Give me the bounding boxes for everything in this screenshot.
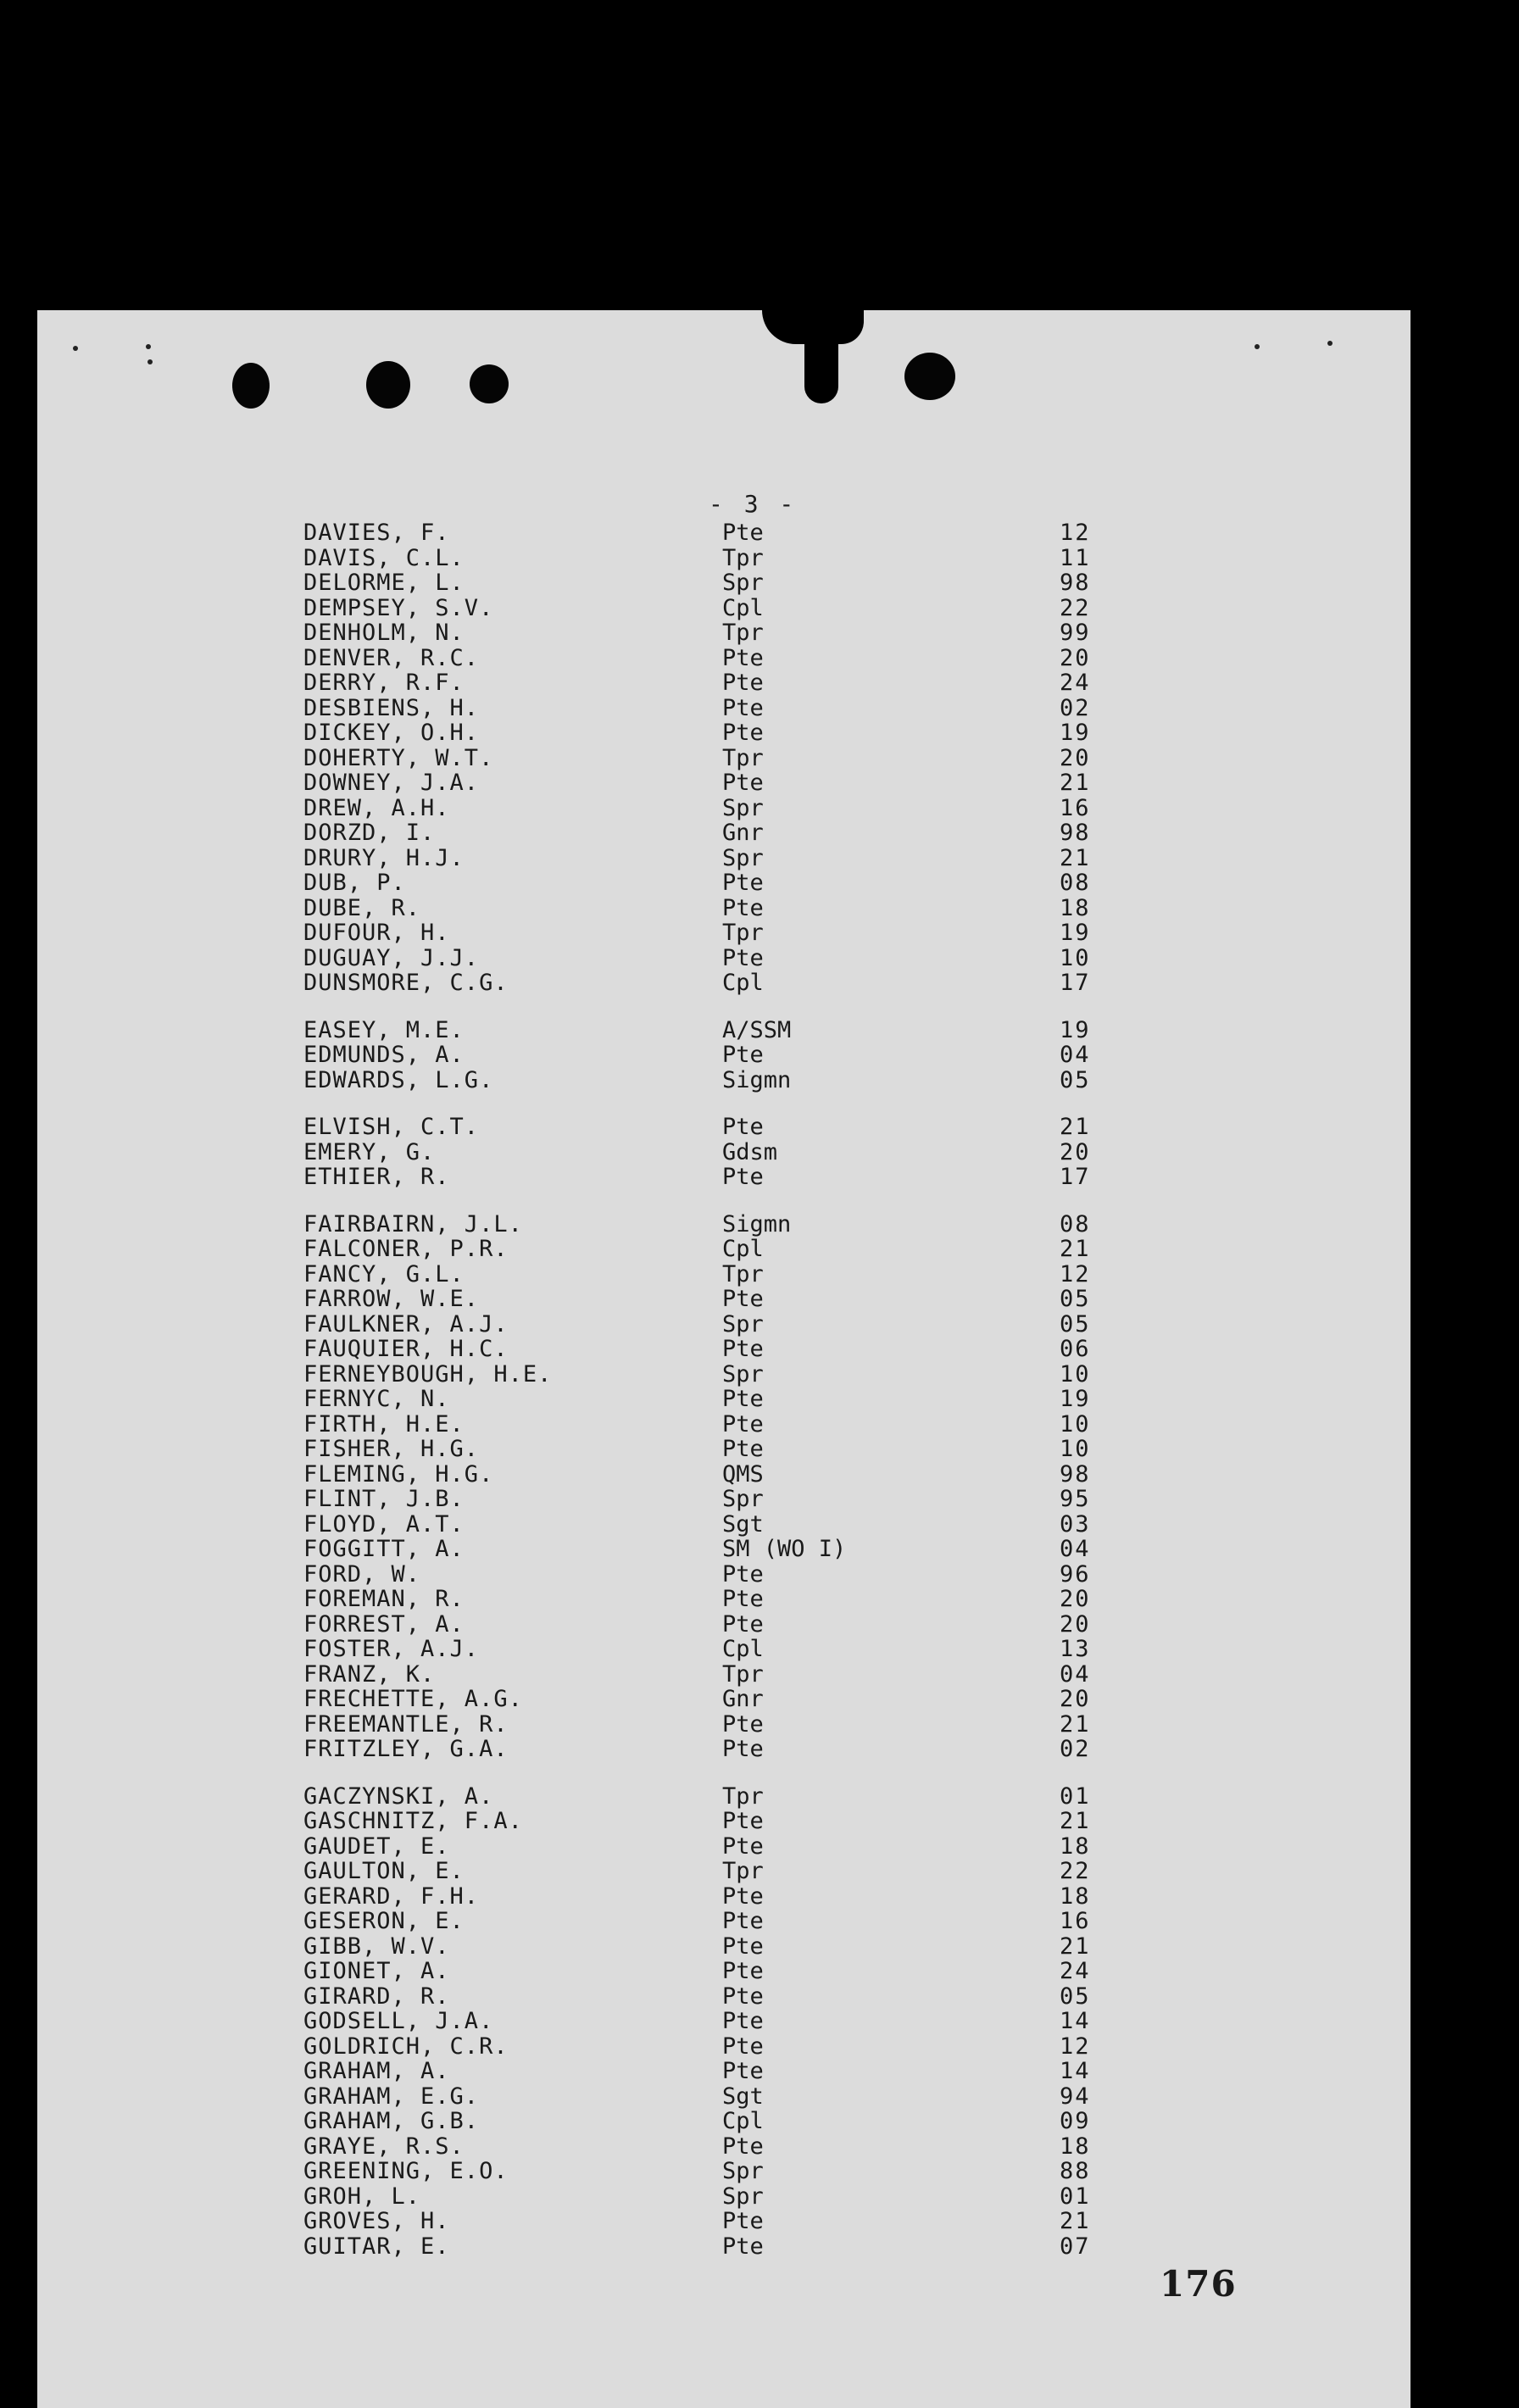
roster-row	[0, 1140, 1519, 1165]
soldier-rank: Sgt	[722, 2083, 764, 2110]
ink-speck	[1327, 341, 1333, 346]
roster-row	[0, 1687, 1519, 1712]
soldier-number: 88	[1060, 2158, 1091, 2184]
soldier-name: GODSELL, J.A.	[303, 2008, 494, 2034]
soldier-name: FLEMING, H.G.	[303, 1460, 494, 1488]
soldier-rank: Pte	[722, 2058, 764, 2084]
soldier-number: 16	[1060, 1908, 1091, 1934]
soldier-rank: Spr	[722, 1486, 764, 1512]
soldier-name: DAVIES, F.	[303, 520, 450, 546]
soldier-name: FRITZLEY, G.A.	[303, 1736, 509, 1762]
soldier-number: 18	[1060, 894, 1091, 921]
soldier-rank: Pte	[722, 1164, 764, 1190]
roster-row	[0, 1487, 1519, 1512]
soldier-number: 08	[1060, 1210, 1091, 1237]
soldier-number: 05	[1060, 1286, 1091, 1312]
soldier-number: 21	[1060, 1114, 1091, 1140]
roster-row	[0, 2009, 1519, 2034]
roster-row	[0, 770, 1519, 796]
roster-row	[0, 1934, 1519, 1960]
roster-row	[0, 2134, 1519, 2160]
soldier-number: 21	[1060, 1933, 1091, 1960]
soldier-rank: Spr	[722, 2183, 764, 2210]
soldier-rank: Spr	[722, 2158, 764, 2184]
soldier-number: 18	[1060, 1882, 1091, 1910]
soldier-name: EASEY, M.E.	[303, 1016, 465, 1043]
roster-row	[0, 896, 1519, 921]
soldier-rank: Pte	[722, 1114, 764, 1140]
soldier-number: 21	[1060, 770, 1091, 796]
ink-speck	[146, 344, 151, 349]
soldier-number: 98	[1060, 570, 1091, 596]
soldier-number: 20	[1060, 1586, 1091, 1612]
roster-row	[0, 696, 1519, 721]
soldier-name: GRAHAM, G.B.	[303, 2108, 480, 2134]
roster-row	[0, 1115, 1519, 1140]
soldier-name: DOWNEY, J.A.	[303, 770, 480, 796]
soldier-rank: Pte	[722, 1586, 764, 1612]
soldier-number: 17	[1060, 1164, 1091, 1190]
soldier-rank: Cpl	[722, 594, 764, 621]
soldier-number: 19	[1060, 1016, 1091, 1043]
roster-row	[0, 1537, 1519, 1562]
roster-row	[0, 720, 1519, 746]
soldier-name: FORREST, A.	[303, 1610, 465, 1638]
roster-row	[0, 846, 1519, 871]
soldier-rank: Pte	[722, 1808, 764, 1834]
soldier-rank: Tpr	[722, 744, 764, 771]
soldier-name: FAIRBAIRN, J.L.	[303, 1210, 523, 1237]
soldier-number: 11	[1060, 544, 1091, 571]
soldier-rank: Pte	[722, 1710, 764, 1738]
punch-hole	[366, 361, 410, 409]
roster-row	[0, 820, 1519, 846]
soldier-name: GASCHNITZ, F.A.	[303, 1808, 523, 1834]
soldier-rank: Pte	[722, 1042, 764, 1068]
soldier-name: GRAYE, R.S.	[303, 2133, 465, 2160]
soldier-name: DELORME, L.	[303, 570, 465, 596]
soldier-rank: Spr	[722, 1360, 764, 1388]
roster-row	[0, 1959, 1519, 1984]
roster-row	[0, 1809, 1519, 1834]
roster-row	[0, 546, 1519, 571]
roster-row	[0, 1587, 1519, 1612]
soldier-name: DESBIENS, H.	[303, 694, 480, 721]
stamp-number: 176	[1160, 2263, 1237, 2305]
roster-row	[0, 1262, 1519, 1287]
roster-row	[0, 2059, 1519, 2084]
soldier-number: 22	[1060, 1858, 1091, 1884]
soldier-number: 21	[1060, 1808, 1091, 1834]
roster-row	[0, 1784, 1519, 1810]
soldier-name: DENHOLM, N.	[303, 620, 465, 646]
soldier-number: 96	[1060, 1560, 1091, 1588]
soldier-name: FAUQUIER, H.C.	[303, 1336, 509, 1362]
soldier-name: DUBE, R.	[303, 894, 421, 921]
soldier-rank: Pte	[722, 1386, 764, 1412]
soldier-rank: Pte	[722, 2008, 764, 2034]
soldier-number: 20	[1060, 1686, 1091, 1712]
soldier-number: 20	[1060, 644, 1091, 671]
soldier-number: 18	[1060, 2133, 1091, 2160]
roster-row	[0, 1018, 1519, 1043]
group-spacer	[0, 1190, 1519, 1212]
soldier-rank: Pte	[722, 2033, 764, 2060]
roster-row	[0, 670, 1519, 696]
soldier-name: DENVER, R.C.	[303, 644, 480, 671]
soldier-number: 21	[1060, 844, 1091, 871]
roster-row	[0, 520, 1519, 546]
soldier-rank: Tpr	[722, 544, 764, 571]
roster-row	[0, 1512, 1519, 1538]
soldier-name: FLINT, J.B.	[303, 1486, 465, 1512]
soldier-rank: Pte	[722, 1286, 764, 1312]
soldier-rank: Pte	[722, 694, 764, 721]
soldier-number: 20	[1060, 1610, 1091, 1638]
roster-row	[0, 1712, 1519, 1738]
soldier-name: FANCY, G.L.	[303, 1260, 465, 1287]
soldier-rank: Cpl	[722, 970, 764, 996]
soldier-number: 05	[1060, 1983, 1091, 2010]
roster-row	[0, 1834, 1519, 1860]
soldier-rank: Spr	[722, 794, 764, 821]
soldier-name: GRAHAM, E.G.	[303, 2083, 480, 2110]
roster-row	[0, 1212, 1519, 1237]
roster-row	[0, 946, 1519, 971]
soldier-rank: Pte	[722, 2133, 764, 2160]
soldier-rank: Pte	[722, 1560, 764, 1588]
soldier-rank: Pte	[722, 944, 764, 971]
soldier-name: GIRARD, R.	[303, 1983, 450, 2010]
soldier-rank: Pte	[722, 1983, 764, 2010]
soldier-name: GIBB, W.V.	[303, 1933, 450, 1960]
soldier-number: 22	[1060, 594, 1091, 621]
soldier-name: GAULTON, E.	[303, 1858, 465, 1884]
soldier-number: 13	[1060, 1636, 1091, 1662]
roster-row	[0, 570, 1519, 596]
roster-row	[0, 796, 1519, 821]
soldier-rank: Pte	[722, 1933, 764, 1960]
soldier-name: FLOYD, A.T.	[303, 1510, 465, 1538]
soldier-number: 05	[1060, 1066, 1091, 1093]
soldier-number: 19	[1060, 1386, 1091, 1412]
soldier-number: 10	[1060, 1436, 1091, 1462]
soldier-rank: Pte	[722, 2233, 764, 2260]
soldier-number: 10	[1060, 1410, 1091, 1438]
soldier-name: FOREMAN, R.	[303, 1586, 465, 1612]
soldier-rank: Tpr	[722, 1260, 764, 1287]
soldier-name: FRECHETTE, A.G.	[303, 1686, 523, 1712]
group-spacer	[0, 996, 1519, 1018]
roster-row	[0, 2034, 1519, 2060]
soldier-rank: Pte	[722, 644, 764, 671]
soldier-number: 05	[1060, 1310, 1091, 1337]
soldier-rank: Sigmn	[722, 1210, 792, 1237]
roster-row	[0, 1287, 1519, 1312]
soldier-rank: Pte	[722, 894, 764, 921]
soldier-rank: Pte	[722, 870, 764, 896]
soldier-rank: Gdsm	[722, 1138, 778, 1165]
roster-row	[0, 1737, 1519, 1762]
soldier-name: DUGUAY, J.J.	[303, 944, 480, 971]
soldier-name: FORD, W.	[303, 1560, 421, 1588]
soldier-rank: A/SSM	[722, 1016, 792, 1043]
soldier-name: FOGGITT, A.	[303, 1536, 465, 1562]
roster-row	[0, 1043, 1519, 1068]
soldier-rank: Pte	[722, 1958, 764, 1984]
soldier-rank: Pte	[722, 1908, 764, 1934]
soldier-number: 01	[1060, 2183, 1091, 2210]
soldier-rank: Tpr	[722, 1858, 764, 1884]
soldier-rank: Pte	[722, 1336, 764, 1362]
soldier-name: EDMUNDS, A.	[303, 1042, 465, 1068]
roster-row	[0, 1165, 1519, 1190]
roster-row	[0, 1462, 1519, 1488]
soldier-name: GAUDET, E.	[303, 1832, 450, 1860]
soldier-rank: Tpr	[722, 920, 764, 946]
soldier-rank: Pte	[722, 1410, 764, 1438]
soldier-rank: QMS	[722, 1460, 764, 1488]
roster-row	[0, 2184, 1519, 2210]
soldier-name: DAVIS, C.L.	[303, 544, 465, 571]
soldier-name: DERRY, R.F.	[303, 670, 465, 696]
group-spacer	[0, 1093, 1519, 1115]
soldier-number: 98	[1060, 820, 1091, 846]
soldier-rank: Spr	[722, 1310, 764, 1337]
soldier-number: 09	[1060, 2108, 1091, 2134]
soldier-name: GIONET, A.	[303, 1958, 450, 1984]
soldier-number: 99	[1060, 620, 1091, 646]
soldier-name: GREENING, E.O.	[303, 2158, 509, 2184]
roster-row	[0, 2234, 1519, 2260]
soldier-number: 01	[1060, 1782, 1091, 1810]
soldier-number: 07	[1060, 2233, 1091, 2260]
roster-row	[0, 2109, 1519, 2134]
roster-row	[0, 1068, 1519, 1093]
soldier-number: 98	[1060, 1460, 1091, 1488]
soldier-name: FOSTER, A.J.	[303, 1636, 480, 1662]
soldier-name: GRAHAM, A.	[303, 2058, 450, 2084]
soldier-number: 14	[1060, 2058, 1091, 2084]
soldier-name: EDWARDS, L.G.	[303, 1066, 494, 1093]
roster-row	[0, 1662, 1519, 1688]
roster-row	[0, 1387, 1519, 1412]
soldier-number: 20	[1060, 744, 1091, 771]
soldier-number: 94	[1060, 2083, 1091, 2110]
punch-hole	[470, 364, 509, 403]
soldier-number: 17	[1060, 970, 1091, 996]
soldier-number: 04	[1060, 1536, 1091, 1562]
punch-hole	[904, 353, 955, 400]
roster-row	[0, 746, 1519, 771]
soldier-rank: Pte	[722, 670, 764, 696]
roster-row	[0, 1562, 1519, 1588]
soldier-name: GROH, L.	[303, 2183, 421, 2210]
torn-notch	[804, 327, 838, 403]
roster-row	[0, 970, 1519, 996]
soldier-rank: Pte	[722, 520, 764, 546]
soldier-rank: Sgt	[722, 1510, 764, 1538]
soldier-rank: Gnr	[722, 1686, 764, 1712]
soldier-name: DORZD, I.	[303, 820, 436, 846]
roster-row	[0, 1437, 1519, 1462]
soldier-name: FERNYC, N.	[303, 1386, 450, 1412]
soldier-rank: Spr	[722, 844, 764, 871]
group-spacer	[0, 1762, 1519, 1784]
soldier-number: 19	[1060, 920, 1091, 946]
soldier-rank: Spr	[722, 570, 764, 596]
soldier-rank: Tpr	[722, 1782, 764, 1810]
roster-row	[0, 1984, 1519, 2010]
soldier-rank: Pte	[722, 1436, 764, 1462]
roster-row	[0, 646, 1519, 671]
roster-row	[0, 1909, 1519, 1934]
roster-row	[0, 620, 1519, 646]
roster-row	[0, 1412, 1519, 1438]
roster-row	[0, 870, 1519, 896]
soldier-name: GESERON, E.	[303, 1908, 465, 1934]
soldier-number: 24	[1060, 1958, 1091, 1984]
soldier-number: 04	[1060, 1042, 1091, 1068]
roster-list	[0, 520, 1519, 2259]
roster-row	[0, 2159, 1519, 2184]
soldier-number: 10	[1060, 944, 1091, 971]
ink-speck	[1255, 344, 1260, 349]
ink-speck	[73, 346, 78, 351]
soldier-number: 19	[1060, 720, 1091, 746]
soldier-number: 16	[1060, 794, 1091, 821]
soldier-name: FIRTH, H.E.	[303, 1410, 465, 1438]
soldier-rank: Gnr	[722, 820, 764, 846]
soldier-rank: Pte	[722, 1610, 764, 1638]
soldier-rank: Pte	[722, 1832, 764, 1860]
roster-row	[0, 2209, 1519, 2234]
soldier-rank: Pte	[722, 1736, 764, 1762]
soldier-number: 04	[1060, 1660, 1091, 1688]
soldier-number: 20	[1060, 1138, 1091, 1165]
roster-row	[0, 596, 1519, 621]
soldier-rank: Pte	[722, 1882, 764, 1910]
roster-row	[0, 1237, 1519, 1262]
soldier-name: FERNEYBOUGH, H.E.	[303, 1360, 553, 1388]
soldier-name: DEMPSEY, S.V.	[303, 594, 494, 621]
ink-speck	[147, 359, 153, 364]
roster-row	[0, 1337, 1519, 1362]
soldier-number: 12	[1060, 520, 1091, 546]
soldier-number: 02	[1060, 694, 1091, 721]
soldier-name: GROVES, H.	[303, 2208, 450, 2234]
soldier-number: 24	[1060, 670, 1091, 696]
soldier-name: EMERY, G.	[303, 1138, 436, 1165]
soldier-rank: Pte	[722, 2208, 764, 2234]
page-number: - 3 -	[709, 490, 798, 518]
soldier-number: 02	[1060, 1736, 1091, 1762]
soldier-number: 21	[1060, 1710, 1091, 1738]
soldier-rank: Sigmn	[722, 1066, 792, 1093]
soldier-number: 10	[1060, 1360, 1091, 1388]
soldier-rank: SM (WO I)	[722, 1536, 847, 1562]
soldier-rank: Tpr	[722, 620, 764, 646]
soldier-number: 12	[1060, 2033, 1091, 2060]
soldier-name: DUB, P.	[303, 870, 406, 896]
soldier-number: 06	[1060, 1336, 1091, 1362]
soldier-name: FAULKNER, A.J.	[303, 1310, 509, 1337]
soldier-number: 03	[1060, 1510, 1091, 1538]
soldier-rank: Cpl	[722, 1636, 764, 1662]
soldier-name: FALCONER, P.R.	[303, 1236, 509, 1262]
soldier-name: DRURY, H.J.	[303, 844, 465, 871]
roster-row	[0, 1859, 1519, 1884]
soldier-rank: Cpl	[722, 2108, 764, 2134]
soldier-number: 95	[1060, 1486, 1091, 1512]
soldier-number: 12	[1060, 1260, 1091, 1287]
soldier-rank: Pte	[722, 720, 764, 746]
roster-row	[0, 1637, 1519, 1662]
soldier-name: GACZYNSKI, A.	[303, 1782, 494, 1810]
soldier-name: GOLDRICH, C.R.	[303, 2033, 509, 2060]
soldier-rank: Cpl	[722, 1236, 764, 1262]
soldier-name: FRANZ, K.	[303, 1660, 436, 1688]
roster-row	[0, 920, 1519, 946]
soldier-name: DICKEY, O.H.	[303, 720, 480, 746]
soldier-name: ETHIER, R.	[303, 1164, 450, 1190]
soldier-number: 08	[1060, 870, 1091, 896]
soldier-name: ELVISH, C.T.	[303, 1114, 480, 1140]
roster-row	[0, 1612, 1519, 1638]
soldier-name: GERARD, F.H.	[303, 1882, 480, 1910]
soldier-name: FISHER, H.G.	[303, 1436, 480, 1462]
soldier-name: DUFOUR, H.	[303, 920, 450, 946]
soldier-name: FARROW, W.E.	[303, 1286, 480, 1312]
roster-row	[0, 2084, 1519, 2110]
soldier-number: 14	[1060, 2008, 1091, 2034]
roster-row	[0, 1884, 1519, 1910]
soldier-rank: Tpr	[722, 1660, 764, 1688]
soldier-name: DUNSMORE, C.G.	[303, 970, 509, 996]
roster-row	[0, 1362, 1519, 1388]
punch-hole	[232, 363, 270, 409]
soldier-rank: Pte	[722, 770, 764, 796]
soldier-number: 21	[1060, 2208, 1091, 2234]
soldier-number: 18	[1060, 1832, 1091, 1860]
soldier-number: 21	[1060, 1236, 1091, 1262]
soldier-name: FREEMANTLE, R.	[303, 1710, 509, 1738]
soldier-name: DOHERTY, W.T.	[303, 744, 494, 771]
soldier-name: GUITAR, E.	[303, 2233, 450, 2260]
roster-row	[0, 1312, 1519, 1337]
soldier-name: DREW, A.H.	[303, 794, 450, 821]
